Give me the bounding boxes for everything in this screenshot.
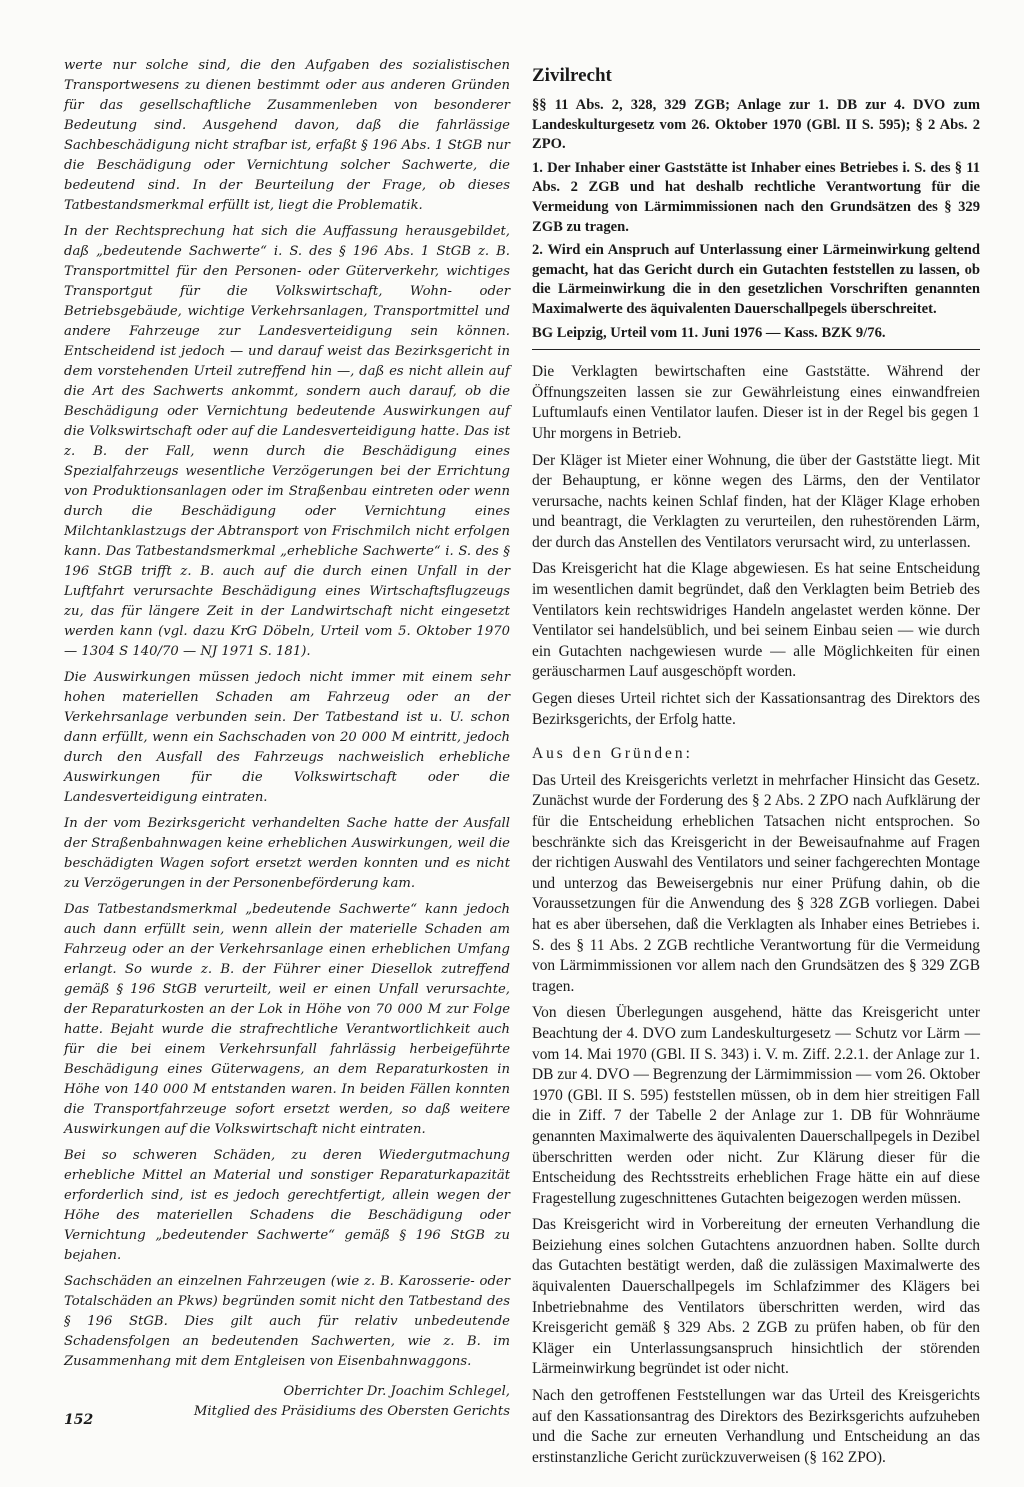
body-paragraph-2: Der Kläger ist Mieter einer Wohnung, die über der Gaststätte liegt. Mit der Behauptung, er könne wegen des Lärms, den der Ventilator verursache, nachts keinen Schlaf finden, hat der Kläger Klage erhoben und beantragt, die Verklagten zu verurteilen, den ruhestörenden Lärm, der durch das Anstellen des Ventilators verursacht wird, zu unterlassen. bbox=[532, 451, 980, 551]
author-signature bbox=[64, 1382, 510, 1422]
author-name: Oberrichter Dr. Joachim Schlegel, bbox=[283, 1384, 510, 1399]
headnote-statutes: §§ 11 Abs. 2, 328, 329 ZGB; Anlage zur 1. DB zur 4. DVO zum Landeskulturgesetz vom 26. Oktober 1970 (GBl. II S. 595); § 2 Abs. 2 ZPO. bbox=[532, 97, 980, 153]
divider-rule bbox=[532, 349, 980, 350]
gruende-paragraph-4: Nach den getroffenen Feststellungen war das Urteil des Kreisgerichts auf den Kassationsantrag des Direktors des Bezirksgerichts aufzuheben und die Sache zur erneuten Verhandlung und Entscheidung an das erstinstanzliche Gericht zurückzuverweisen (§ 162 ZPO). bbox=[532, 1387, 980, 1466]
left-paragraph-7: Sachschäden an einzelnen Fahrzeugen (wie z. B. Karosserie- oder Totalschäden an Pkws) begründen somit nicht den Tatbestand des § 196 StGB. Dies gilt auch für relativ unbedeutende Schadensfolgen an bedeutenden Sachwerten, wie z. B. im Zusammenhang mit dem Entgleisen von Eisenbahnwaggons. bbox=[64, 1274, 510, 1369]
left-paragraph-3: Die Auswirkungen müssen jedoch nicht immer mit einem sehr hohen materiellen Schaden am Fahrzeug oder an der Verkehrsanlage verbunden sein. Der Tatbestand ist u. U. schon dann erfüllt, wenn ein Sachschaden von 20 000 M eintritt, jedoch durch den Ausfall des Fahrzeugs nachweislich erhebliche Auswirkungen für die Volkswirtschaft oder die Landesverteidigung eintraten. bbox=[64, 670, 510, 805]
case-body bbox=[532, 362, 980, 1468]
page-number: 152 bbox=[64, 1412, 94, 1428]
body-paragraph-3: Das Kreisgericht hat die Klage abgewiesen. Es hat seine Entscheidung im wesentlichen damit begründet, daß den Verklagten beim Betrieb des Ventilators kein rechtswidriges Handeln angelastet werden könne. Der Ventilator sei handelsüblich, und bei seinem Einbau seien — wie durch ein Gutachten nachgewiesen wurde — alle Möglichkeiten für einen geräuscharmen Lauf ausgeschöpft worden. bbox=[532, 560, 980, 681]
left-paragraph-4: In der vom Bezirksgericht verhandelten Sache hatte der Ausfall der Straßenbahnwagen keine erheblichen Auswirkungen, weil die beschädigten Wagen sofort ersetzt werden konnten und es nicht zu Verzögerungen in der Personenbeförderung kam. bbox=[64, 816, 510, 891]
left-paragraph-6: Bei so schweren Schäden, zu deren Wiedergutmachung erhebliche Mittel an Material und sonstiger Reparaturkapazität erforderlich sind, ist es jedoch gerechtfertigt, allein wegen der Höhe des materiellen Schadens die Beschädigung oder Vernichtung „bedeutender Sachwerte“ gemäß § 196 StGB zu bejahen. bbox=[64, 1148, 510, 1263]
right-column bbox=[532, 56, 980, 1474]
headnote-point-2: 2. Wird ein Anspruch auf Unterlassung einer Lärmeinwirkung geltend gemacht, hat das Gericht durch ein Gutachten feststellen zu lassen, ob die Lärmeinwirkung die in den gesetzlichen Vorschriften genannten Maximalwerte des äquivalenten Dauerschallpegels überschreitet. bbox=[532, 242, 980, 317]
left-paragraph-5: Das Tatbestandsmerkmal „bedeutende Sachwerte“ kann jedoch auch dann erfüllt sein, wenn allein der materielle Schaden am Fahrzeug oder an der Verkehrsanlage einen erheblichen Umfang erlangt. So wurde z. B. der Führer einer Diesellok zutreffend gemäß § 196 StGB verurteilt, weil er einen Unfall verursachte, der Reparaturkosten an der Lok in Höhe von 70 000 M zur Folge hatte. Bejaht wurde die strafrechtliche Verantwortlichkeit auch für die bei einem Verkehrsunfall fahrlässig herbeigeführte Beschädigung eines Güterwagens, an dem Reparaturkosten in Höhe von 140 000 M entstanden waren. In beiden Fällen konnten die Transportfahrzeuge sofort ersetzt werden, so daß weitere Auswirkungen auf die Volkswirtschaft nicht eintraten. bbox=[64, 902, 510, 1137]
gruende-paragraph-2: Von diesen Überlegungen ausgehend, hätte das Kreisgericht unter Beachtung der 4. DVO zum Landeskulturgesetz — Schutz vor Lärm — vom 14. Mai 1970 (GBl. II S. 343) i. V. m. Ziff. 2.2.1. der Anlage zur 1. DB zur 4. DVO — Begrenzung der Lärmimmission — vom 26. Oktober 1970 (GBl. II S. 595) feststellen müssen, ob in dem hier streitigen Fall die in Ziff. 7 der Tabelle 2 der Anlage zur 1. DB für Wohnräume genannten Maximalwerte des äquivalenten Dauerschallpegels in Dezibel überschritten werden oder nicht. Zur Klärung dieser für die Entscheidung des Rechtsstreits erheblichen Frage hätte ein auf diese Fragestellung zugeschnittenes Gutachten beigezogen werden müssen. bbox=[532, 1004, 980, 1207]
left-paragraph-2: In der Rechtsprechung hat sich die Auffassung herausgebildet, daß „bedeutende Sachwerte“ i. S. des § 196 Abs. 1 StGB z. B. Transportmittel für den Personen- oder Güterverkehr, wichtiges Transportgut für die Volkswirtschaft, Wohn- oder Betriebsgebäude, wichtige Verkehrsanlagen, Transportmittel und andere Fahrzeuge zur Landesverteidigung sein können. Entscheidend ist jedoch — und darauf weist das Bezirksgericht in dem vorstehenden Urteil zutreffend hin —, daß es nicht allein auf die Art des Sachwerts ankommt, sondern auch darauf, ob die Beschädigung oder Vernichtung bedeutende Auswirkungen auf die Volkswirtschaft oder auf die Landesverteidigung hatte. Das ist z. B. der Fall, wenn durch die Beschädigung eines Spezialfahrzeugs wesentliche Verzögerungen bei der Errichtung von Produktionsanlagen oder im Straßenbau eintreten oder wenn durch die Beschädigung oder Vernichtung eines Milchtanklastzugs der Abtransport von Frischmilch nicht erfolgen kann. Das Tatbestandsmerkmal „erhebliche Sachwerte“ i. S. des § 196 StGB trifft z. B. auch auf die durch einen Unfall in der Luftfahrt verursachte Beschädigung eines Wirtschaftsflugzeugs zu, das für längere Zeit in der Landwirtschaft nicht eingesetzt werden kann (vgl. dazu KrG Döbeln, Urteil vom 5. Oktober 1970 — 1304 S 140/70 — NJ 1971 S. 181). bbox=[64, 224, 510, 659]
body-paragraph-1: Die Verklagten bewirtschaften eine Gaststätte. Während der Öffnungszeiten lassen sie zur Gewährleistung eines einwandfreien Luftumlaufs einen Ventilator laufen. Dieser ist in der Regel bis gegen 1 Uhr morgens in Betrieb. bbox=[532, 363, 980, 442]
body-paragraph-4: Gegen dieses Urteil richtet sich der Kassationsantrag des Direktors des Bezirksgerichts, der Erfolg hatte. bbox=[532, 690, 980, 728]
author-role: Mitglied des Präsidiums des Obersten Gerichts bbox=[193, 1404, 510, 1419]
gruende-heading: Aus den Gründen: bbox=[532, 745, 693, 763]
headnote-point-1: 1. Der Inhaber einer Gaststätte ist Inhaber eines Betriebes i. S. des § 11 Abs. 2 ZGB und hat deshalb rechtliche Verantwortung für die Vermeidung von Lärmimmissionen nach den Grundsätzen des § 329 ZGB zu tragen. bbox=[532, 159, 980, 235]
left-column bbox=[64, 56, 510, 1422]
gruende-paragraph-3: Das Kreisgericht wird in Vorbereitung der erneuten Verhandlung die Beiziehung eines solchen Gutachtens anzuordnen haben. Sollte durch das Gutachten bestätigt werden, daß die zulässigen Maximalwerte des äquivalenten Dauerschallpegels im Schlafzimmer des Klägers bei Inbetriebnahme des Ventilators überschritten werden, wird das Kreisgericht gemäß § 329 Abs. 2 ZGB zu prüfen haben, ob für den Kläger ein Unterlassungsanspruch hinsichtlich der störenden Lärmeinwirkung begründet ist oder nicht. bbox=[532, 1216, 980, 1378]
gruende-paragraph-1: Das Urteil des Kreisgerichts verletzt in mehrfacher Hinsicht das Gesetz. Zunächst wurde der Forderung des § 2 Abs. 2 ZPO nach Aufklärung der für die Entscheidung erheblichen Tatsachen nicht entsprochen. So beschränkte sich das Kreisgericht in der Beweisaufnahme auf Fragen der richtigen Auswahl des Ventilators und seiner fachgerechten Montage und unterzog das Beweisergebnis nur einer Prüfung dahin, ob die Voraussetzungen für die Anwendung des § 328 ZGB vorliegen. Dabei hat es aber übersehen, daß die Verklagten als Inhaber eines Betriebes i. S. des § 11 Abs. 2 ZGB rechtliche Verantwortung für die Vermeidung von Lärmimmissionen vor allem nach den Grundsätzen des § 329 ZGB tragen. bbox=[532, 771, 980, 995]
section-title: Zivilrecht bbox=[532, 65, 612, 86]
case-headnote bbox=[532, 96, 980, 343]
left-paragraph-1: werte nur solche sind, die den Aufgaben des sozialistischen Transportwesens zu dienen bestimmt oder aus anderen Gründen für das gesellschaftliche Zusammenleben von besonderer Bedeutung sind. Ausgehend davon, daß die fahrlässige Sachbeschädigung nicht strafbar ist, erfaßt § 196 Abs. 1 StGB nur die Beschädigung oder Vernichtung solcher Sachwerte, die bedeutend sind. In der Beurteilung der Frage, ob dieses Tatbestandsmerkmal erfüllt ist, liegt die Problematik. bbox=[64, 58, 510, 213]
headnote-citation: BG Leipzig, Urteil vom 11. Juni 1976 — Kass. BZK 9/76. bbox=[532, 324, 886, 341]
